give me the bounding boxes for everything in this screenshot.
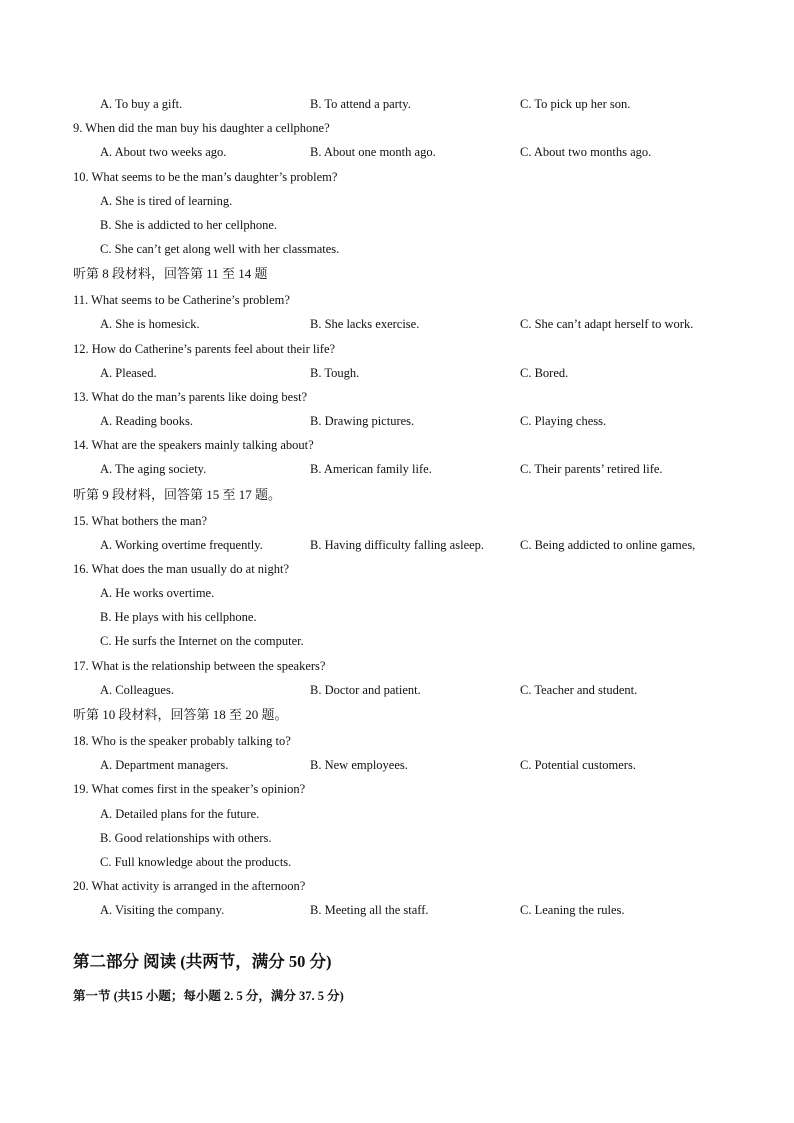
part-2-title: 第二部分 阅读 (共两节，满分 50 分) [73,952,332,971]
q20-option-a: A. Visiting the company. [100,903,225,917]
q15-option-b: B. Having difficulty falling asleep. [310,538,485,552]
q18-option-c: C. Potential customers. [520,758,636,772]
question-9: 9. When did the man buy his daughter a cellphone? [73,121,330,135]
q16-option-a: A. He works overtime. [100,586,215,600]
question-12: 12. How do Catherine’s parents feel about their life? [73,342,336,356]
question-20: 20. What activity is arranged in the afternoon? [73,879,306,893]
section-8-instruction: 听第 8 段材料，回答第 11 至 14 题 [73,266,268,281]
q10-option-a: A. She is tired of learning. [100,194,233,208]
q9-option-c: C. About two months ago. [520,145,652,159]
q20-option-c: C. Leaning the rules. [520,903,625,917]
q12-option-c: C. Bored. [520,366,569,380]
q13-option-c: C. Playing chess. [520,414,607,428]
question-17: 17. What is the relationship between the speakers? [73,659,326,673]
q10-option-b: B. She is addicted to her cellphone. [100,218,278,232]
q11-option-a: A. She is homesick. [100,317,200,331]
q19-option-c: C. Full knowledge about the products. [100,855,292,869]
question-16: 16. What does the man usually do at night? [73,562,290,576]
question-19: 19. What comes first in the speaker’s opinion? [73,782,306,796]
q16-option-c: C. He surfs the Internet on the computer. [100,634,304,648]
section-9-instruction: 听第 9 段材料，回答第 15 至 17 题。 [73,487,282,502]
q18-option-b: B. New employees. [310,758,408,772]
question-15: 15. What bothers the man? [73,514,208,528]
q18-option-a: A. Department managers. [100,758,229,772]
question-10: 10. What seems to be the man’s daughter’s problem? [73,170,338,184]
q14-option-a: A. The aging society. [100,462,207,476]
q9-option-b: B. About one month ago. [310,145,436,159]
part-2-section-1-title: 第一节 (共15 小题；每小题 2. 5 分，满分 37. 5 分) [73,989,344,1003]
question-13: 13. What do the man’s parents like doing best? [73,390,308,404]
q15-option-a: A. Working overtime frequently. [100,538,263,552]
q13-option-a: A. Reading books. [100,414,194,428]
q11-option-b: B. She lacks exercise. [310,317,420,331]
section-10-instruction: 听第 10 段材料，回答第 18 至 20 题。 [73,707,288,722]
q10-option-c: C. She can’t get along well with her classmates. [100,242,340,256]
q14-option-c: C. Their parents’ retired life. [520,462,663,476]
q16-option-b: B. He plays with his cellphone. [100,610,257,624]
q17-option-a: A. Colleagues. [100,683,174,697]
q15-option-c: C. Being addicted to online games, [520,538,696,552]
question-14: 14. What are the speakers mainly talking about? [73,438,314,452]
q9-option-a: A. About two weeks ago. [100,145,227,159]
question-18: 18. Who is the speaker probably talking to? [73,734,291,748]
q13-option-b: B. Drawing pictures. [310,414,415,428]
q8-option-a: A. To buy a gift. [100,97,183,111]
q8-option-c: C. To pick up her son. [520,97,631,111]
q12-option-a: A. Pleased. [100,366,157,380]
q17-option-c: C. Teacher and student. [520,683,638,697]
q11-option-c: C. She can’t adapt herself to work. [520,317,694,331]
q14-option-b: B. American family life. [310,462,432,476]
q12-option-b: B. Tough. [310,366,360,380]
q17-option-b: B. Doctor and patient. [310,683,421,697]
q8-option-b: B. To attend a party. [310,97,411,111]
q19-option-b: B. Good relationships with others. [100,831,272,845]
question-11: 11. What seems to be Catherine’s problem? [73,293,290,307]
q19-option-a: A. Detailed plans for the future. [100,807,260,821]
q20-option-b: B. Meeting all the staff. [310,903,429,917]
